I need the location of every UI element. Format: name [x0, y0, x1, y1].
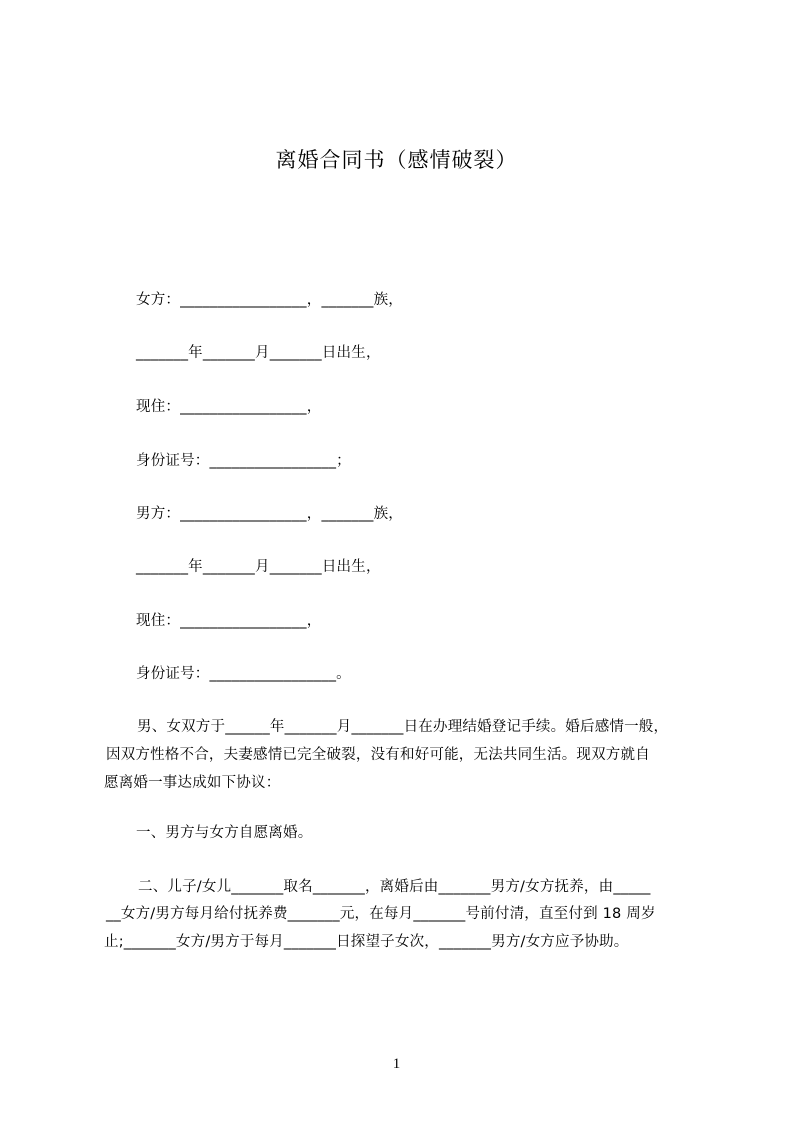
clause-1: 一、男方与女方自愿离婚。: [136, 825, 313, 841]
male-address-line: 现住：_________________，: [136, 613, 322, 629]
female-name-line: 女方：_________________，_______族，: [136, 292, 403, 308]
female-birth-line: _______年_______月_______日出生，: [136, 345, 381, 361]
male-birth-line: _______年_______月_______日出生，: [136, 559, 381, 575]
clause-2-line: 止;_______女方/男方于每月_______日探望子女次，_______男方/女方应予协助。: [104, 934, 629, 950]
preamble-line: 因双方性格不合，夫妻感情已完全破裂，没有和好可能，无法共同生活。现双方就自: [106, 747, 650, 763]
female-address-line: 现住：_________________，: [136, 399, 322, 415]
male-name-line: 男方：_________________，_______族，: [136, 506, 403, 522]
page-number: 1: [392, 1056, 401, 1072]
clause-2-line: 二、儿子/女儿_______取名_______，离婚后由_______男方/女方抚养，由_____: [138, 879, 651, 895]
preamble-line: 愿离婚一事达成如下协议：: [104, 775, 281, 791]
preamble-line: 男、女双方于______年_______月_______日在办理结婚登记手续。婚后感情一般，: [137, 719, 669, 735]
clause-2-line: __女方/男方每月给付抚养费_______元，在每月_______号前付清，直至付到 18 周岁: [106, 906, 656, 922]
document-title: 离婚合同书（感情破裂）: [275, 148, 518, 172]
male-id-line: 身份证号：_________________。: [136, 666, 351, 682]
female-id-line: 身份证号：_________________；: [136, 453, 351, 469]
